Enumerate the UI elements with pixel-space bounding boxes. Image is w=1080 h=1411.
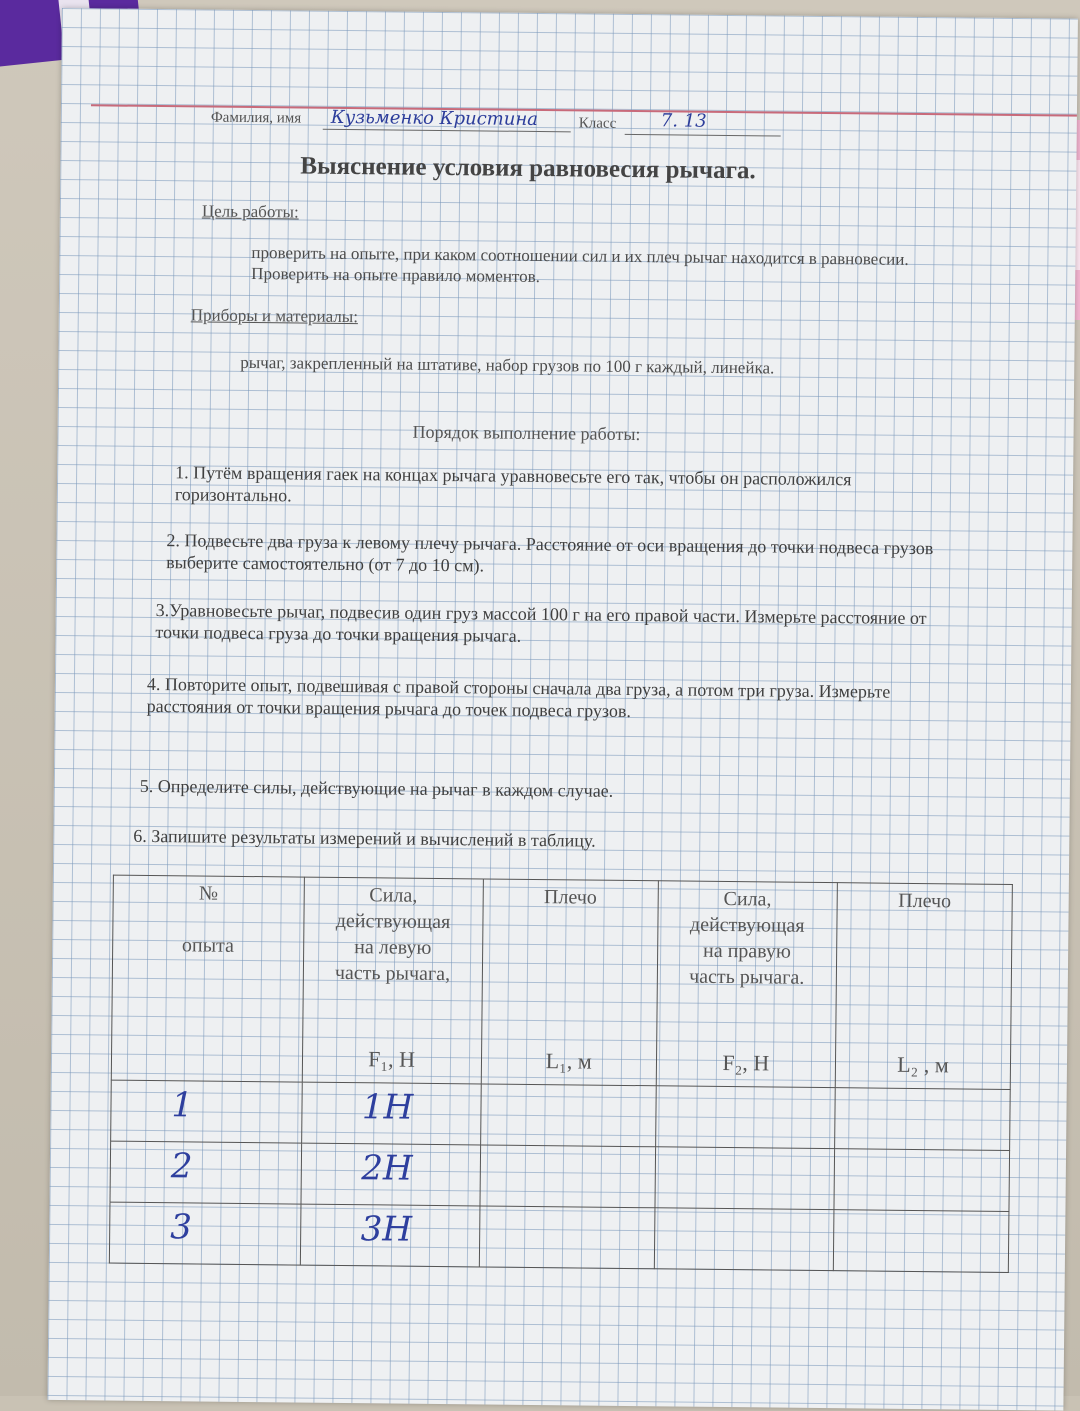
header-cell-text: № опыта <box>181 882 235 957</box>
table-cell: 2Н <box>300 1143 480 1206</box>
table-cell: 1Н <box>301 1082 481 1145</box>
table-cell <box>655 1086 835 1149</box>
table-cell <box>480 1145 656 1208</box>
header-right-force <box>656 881 837 1088</box>
worksheet-paper <box>47 8 1078 1411</box>
header-cell-text: Плечо <box>543 886 597 909</box>
procedure-heading: Порядок выполнение работы: <box>412 421 641 445</box>
header-cell-text: Сила, действующая на правую часть рычага. <box>689 887 805 989</box>
results-table <box>109 875 1013 1273</box>
header-unit: L₁, м <box>545 1048 592 1074</box>
materials-heading: Приборы и материалы: <box>190 305 359 327</box>
header-unit: L₂ , м <box>897 1051 949 1078</box>
table-cell <box>480 1084 656 1147</box>
step-6: 6. Запишите результаты измерений и вычислений в таблицу. <box>133 825 596 851</box>
table-cell <box>834 1149 1010 1212</box>
table-cell: 2 <box>110 1141 301 1204</box>
table-cell <box>479 1206 655 1269</box>
step-4: 4. Повторите опыт, подвешивая с правой стороны сначала два груза, а потом три груза. Измерьте расстояния от точки вращения рычага до точек подвеса грузов. <box>146 673 891 721</box>
table-cell <box>833 1210 1009 1273</box>
table-row <box>110 1141 1010 1211</box>
table-cell <box>654 1208 834 1271</box>
header-cell-text: Сила, действующая на левую часть рычага, <box>334 884 451 986</box>
table-row <box>109 1202 1009 1272</box>
header-left-arm <box>481 879 658 1086</box>
materials-text: рычаг, закрепленный на штативе, набор грузов по 100 г каждый, линейка. <box>240 352 775 378</box>
step-5: 5. Определите силы, действующие на рычаг в каждом случае. <box>139 775 614 801</box>
table-cell <box>655 1147 835 1210</box>
class-label: Класс <box>578 115 617 132</box>
step-3: 3.Уравновесьте рычаг, подвесив один груз массой 100 г на его правой части. Измерьте расстояние от точки подвеса груза до точки вращения рычага. <box>155 600 927 646</box>
header-left-force <box>302 877 483 1084</box>
header-experiment-no <box>111 875 304 1082</box>
goal-heading: Цель работы: <box>201 201 299 222</box>
worksheet-title: Выяснение условия равновесия рычага. <box>300 152 756 185</box>
surname-label: Фамилия, имя <box>210 109 302 127</box>
header-cell-text: Плечо <box>898 889 952 913</box>
table-cell <box>835 1088 1011 1151</box>
surname-value: Кузьменко Кристина <box>330 106 539 130</box>
header-unit: F₁, Н <box>368 1046 416 1072</box>
step-1: 1. Путём вращения гаек на концах рычага уравновесьте его так, чтобы он расположился горизонтально. <box>174 462 852 506</box>
table-cell: 1 <box>111 1080 302 1143</box>
table-row <box>111 1080 1011 1150</box>
table-cell: 3Н <box>300 1204 480 1267</box>
step-2: 2. Подвесьте два груза к левому плечу рычага. Расстояние от оси вращения до точки подвеса грузов выберите самостоятельно (от 7 до 10 см). <box>166 530 934 576</box>
table-cell: 3 <box>109 1202 300 1265</box>
table-header-row <box>111 875 1012 1089</box>
class-value: 7. 13 <box>660 110 707 132</box>
goal-text: проверить на опыте, при каком соотношении сил и их плеч рычаг находится в равновесии. Проверить на опыте правило моментов. <box>251 242 909 287</box>
header-unit: F₂, Н <box>722 1049 770 1076</box>
header-right-arm <box>835 883 1012 1090</box>
